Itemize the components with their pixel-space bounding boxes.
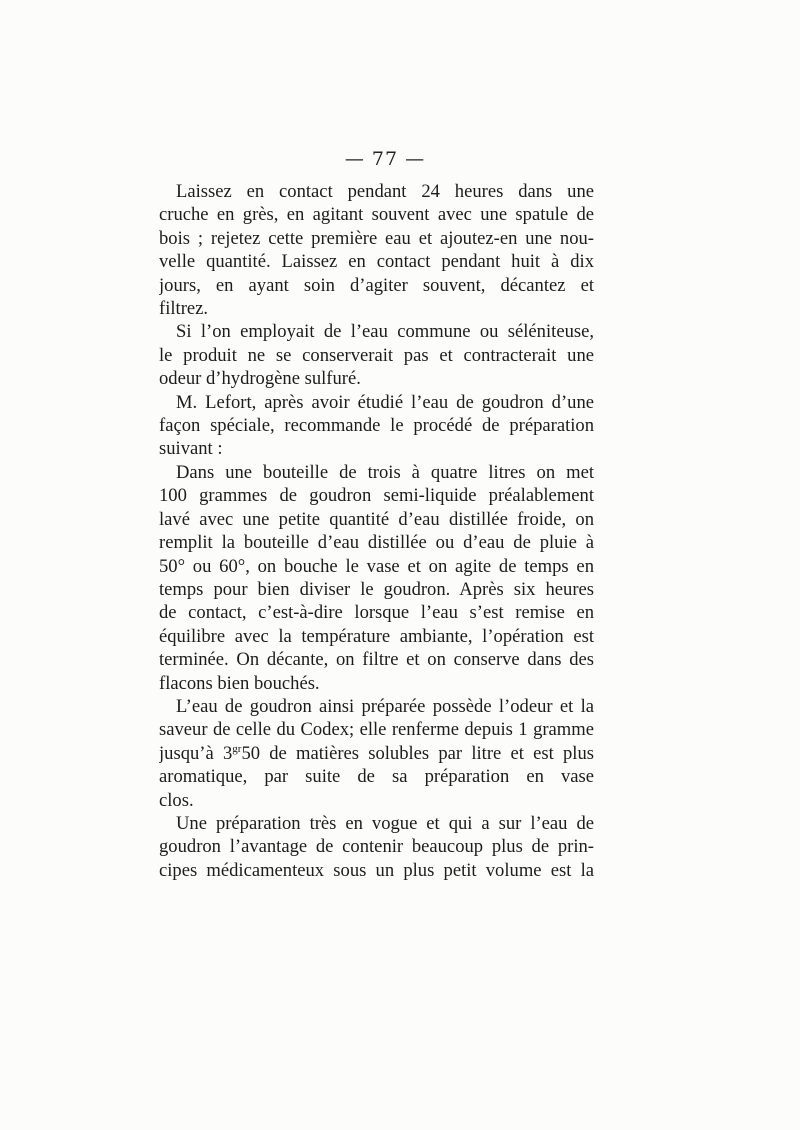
text-line: Une préparation très en vogue et qui a sur l’eau de — [176, 812, 594, 834]
text-line: façon spéciale, recommande le procédé de préparation — [159, 415, 594, 437]
text-line: aromatique, par suite de sa préparation en vase — [159, 766, 594, 788]
text-line: velle quantité. Laissez en contact pendant huit à dix — [159, 251, 594, 273]
text-line: suivant : — [159, 438, 223, 460]
paragraph — [159, 812, 594, 882]
text-line: lavé avec une petite quantité d’eau distillée froide, on — [159, 508, 594, 530]
text-line: M. Lefort, après avoir étudié l’eau de goudron d’une — [176, 391, 594, 413]
text-line: L’eau de goudron ainsi préparée possède l’odeur et la — [176, 695, 594, 717]
text-line: saveur de celle du Codex; elle renferme depuis 1 gramme — [159, 719, 594, 741]
text-line: jours, en ayant soin d’agiter souvent, décantez et — [159, 274, 594, 296]
text-line: cruche en grès, en agitant souvent avec une spatule de — [159, 204, 594, 226]
paragraph — [159, 180, 594, 320]
text-line: filtrez. — [159, 298, 209, 320]
text-line: 50° ou 60°, on bouche le vase et on agite de temps en — [159, 555, 594, 577]
text-line: le produit ne se conserverait pas et contracterait une — [159, 344, 594, 366]
text-line: bois ; rejetez cette première eau et ajoutez-en une nou- — [159, 227, 594, 249]
text-line: 100 grammes de goudron semi-liquide préalablement — [159, 485, 594, 507]
text-line: cipes médicamenteux sous un plus petit volume est la — [159, 859, 594, 881]
paragraph — [159, 320, 594, 390]
text-line: goudron l’avantage de contenir beaucoup plus de prin- — [159, 836, 594, 858]
text-line: temps pour bien diviser le goudron. Après six heures — [159, 578, 594, 600]
text-line: flacons bien bouchés. — [159, 672, 320, 694]
unit-superscript: gr — [232, 742, 242, 755]
text-line: terminée. On décante, on filtre et on conserve dans des — [159, 649, 594, 671]
paragraph — [159, 695, 594, 812]
page-number: — 77 — — [344, 148, 426, 170]
text-line: Dans une bouteille de trois à quatre litres on met — [176, 461, 594, 483]
text-line: odeur d’hydrogène sulfuré. — [159, 368, 361, 390]
text-line: remplit la bouteille d’eau distillée ou d’eau de pluie à — [159, 532, 594, 554]
paragraph — [159, 461, 594, 695]
text-line: Si l’on employait de l’eau commune ou séléniteuse, — [176, 321, 594, 343]
text-line: équilibre avec la température ambiante, l’opération est — [159, 625, 594, 647]
text-line: Laissez en contact pendant 24 heures dans une — [176, 181, 594, 202]
paragraph — [159, 391, 594, 461]
body-text — [159, 180, 594, 882]
text-line: clos. — [159, 789, 194, 811]
text-line: de contact, c’est-à-dire lorsque l’eau s’est remise en — [159, 602, 594, 624]
text-line: jusqu’à $3^{gr}50$ de matières solubles par litre et est plus — [159, 742, 594, 764]
